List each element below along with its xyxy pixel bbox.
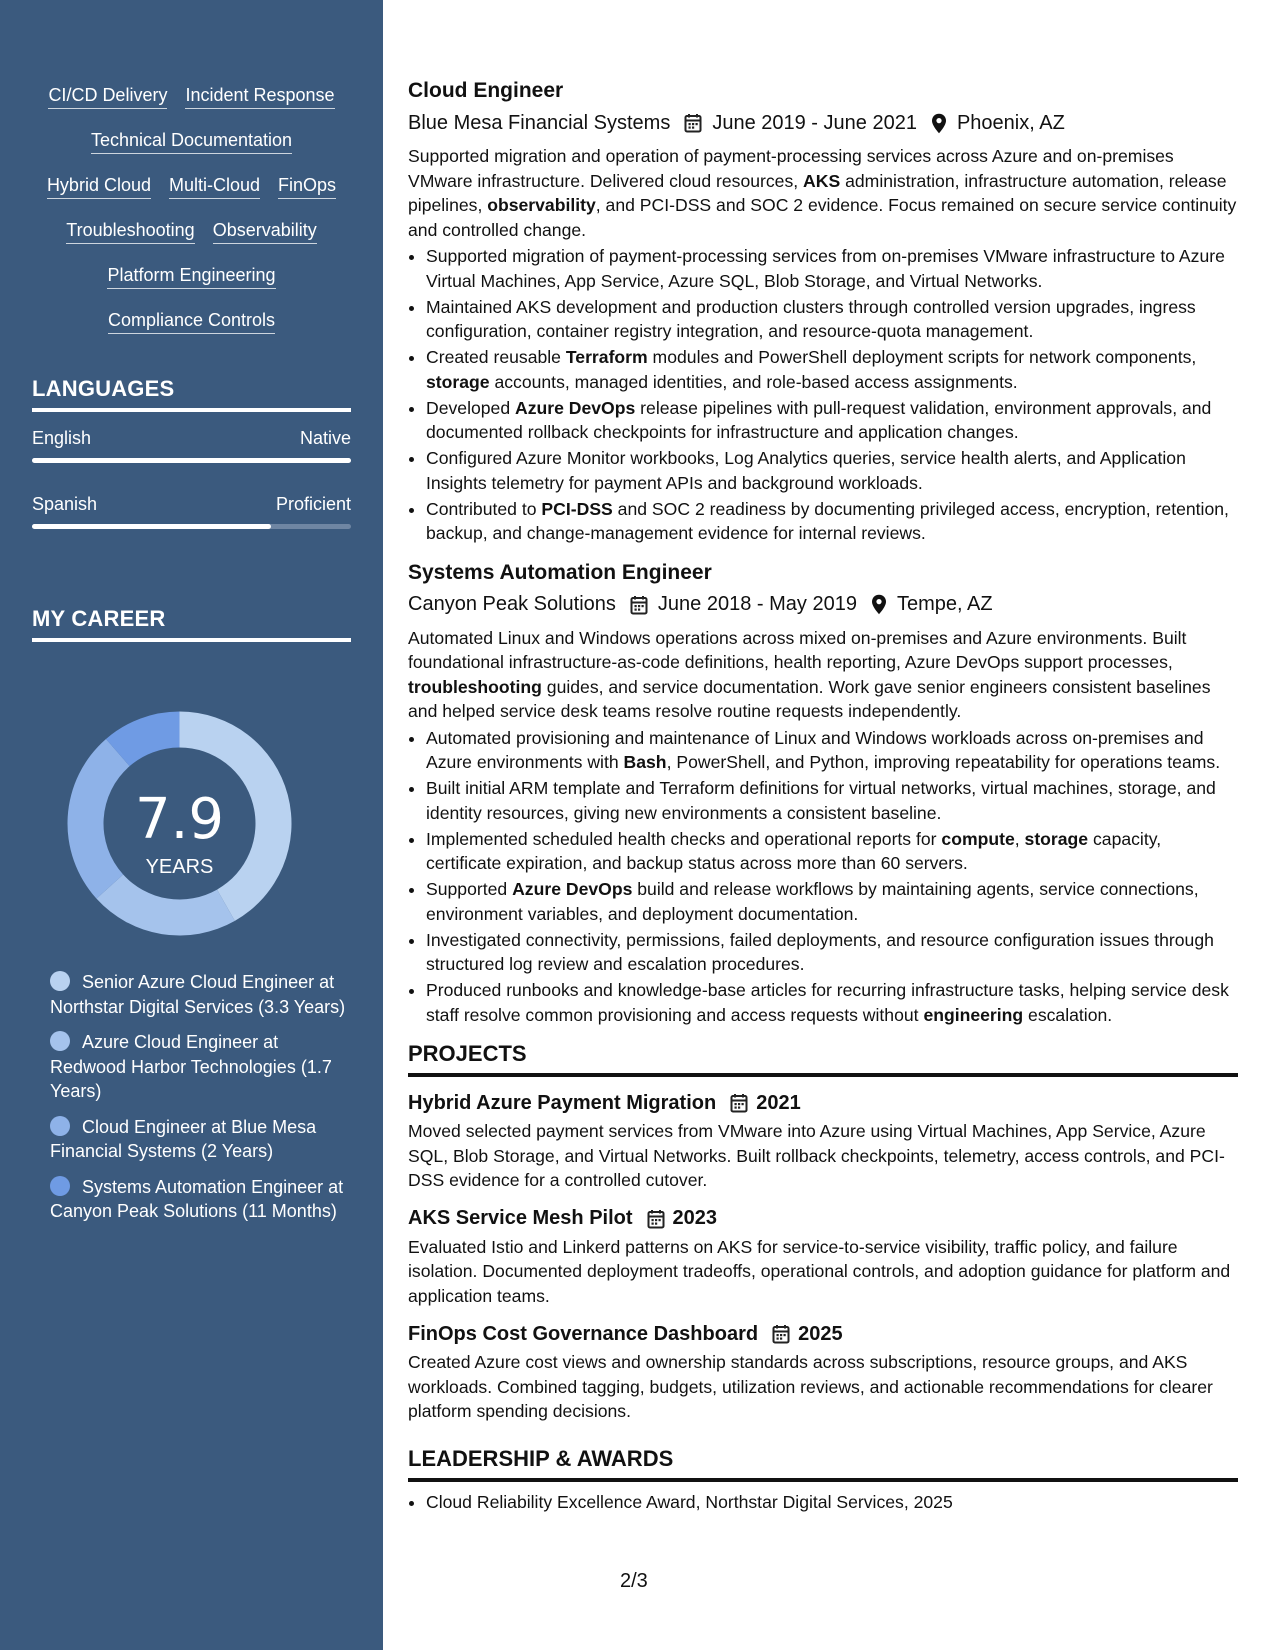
skill-row <box>32 264 351 309</box>
language-name: English <box>32 428 92 448</box>
project-year: 2021 <box>756 1091 801 1114</box>
leadership-item: • Cloud Reliability Excellence Award, Northstar Digital Services, 2025 <box>426 1490 1238 1515</box>
job-bullet: • Produced runbooks and knowledge-base articles for recurring infrastructure tasks, helping service desk staff resolve common provisioning and access requests without engineering escalation. <box>426 978 1238 1027</box>
job-bullet: • Created reusable Terraform modules and PowerShell deployment scripts for network components, storage accounts, managed identities, and role-based access assignments. <box>426 345 1238 394</box>
project-entry <box>408 1320 1238 1424</box>
job-bullets <box>408 726 1238 1028</box>
projects-list <box>408 1089 1238 1424</box>
page-number: 2/3 <box>620 1570 648 1592</box>
job-entry <box>408 558 1238 1028</box>
career-list-item <box>50 1175 350 1224</box>
language-proficiency-bar <box>32 458 351 463</box>
career-item-label: Azure Cloud Engineer at Redwood Harbor Technologies (1.7 Years) <box>50 1032 332 1101</box>
language-proficiency-fill <box>32 458 351 463</box>
career-list-item <box>50 970 350 1019</box>
map-pin-icon <box>871 594 887 615</box>
job-dates: June 2018 - May 2019 <box>657 593 857 615</box>
job-bullet: • Contributed to PCI-DSS and SOC 2 readiness by documenting privileged access, encryption, retention, backup, and change-management evidence for internal reviews. <box>426 497 1238 546</box>
job-bullet: • Configured Azure Monitor workbooks, Log Analytics queries, service health alerts, and Application Insights telemetry for payment APIs and background workloads. <box>426 446 1238 495</box>
legend-dot <box>50 1031 70 1051</box>
project-title-row <box>408 1089 1238 1117</box>
job-dates: June 2019 - June 2021 <box>712 111 917 134</box>
career-item-label: Systems Automation Engineer at Canyon Peak Solutions (11 Months) <box>50 1176 344 1221</box>
career-list-item <box>50 1030 350 1104</box>
job-bullet: • Supported migration of payment-processing services from on-premises VMware infrastructure to Azure Virtual Machines, App Service, Azure SQL, Blob Storage, and Virtual Networks. <box>426 244 1238 293</box>
career-donut-slice <box>96 875 234 936</box>
skill-tag: FinOps <box>278 174 336 199</box>
experience-list <box>408 76 1238 1027</box>
skills-list <box>32 84 351 354</box>
leadership-heading: LEADERSHIP & AWARDS <box>408 1446 1238 1482</box>
project-entry <box>408 1205 1238 1309</box>
job-summary: Supported migration and operation of payment-processing services across Azure and on-premises VMware infrastructure. Delivered cloud resources, AKS administration, infrastructure automation, release pipelines, observability, and PCI-DSS and SOC 2 evidence. Focus remained on secure service continuity and controlled change. <box>408 146 1237 240</box>
job-location: Tempe, AZ <box>896 593 993 615</box>
language-proficiency-bar <box>32 524 351 529</box>
job-bullet: • Automated provisioning and maintenance of Linux and Windows workloads across on-premises and Azure environments with Bash, PowerShell, and Python, improving repeatability for operations teams. <box>426 726 1238 775</box>
career-total-unit: YEARS <box>145 856 214 878</box>
calendar-icon <box>647 1209 665 1229</box>
legend-dot <box>50 971 70 991</box>
career-donut-slice <box>67 739 129 899</box>
skill-tag: Compliance Controls <box>108 309 275 334</box>
map-pin-icon <box>931 113 947 134</box>
skill-tag: Technical Documentation <box>91 129 292 154</box>
sidebar <box>0 0 383 1650</box>
language-line <box>32 494 351 515</box>
legend-dot <box>50 1116 70 1136</box>
projects-heading: PROJECTS <box>408 1041 1238 1077</box>
calendar-icon <box>730 1093 748 1113</box>
job-bullet: • Investigated connectivity, permissions, failed deployments, and resource configuration issues through structured log review and escalation procedures. <box>426 928 1238 977</box>
language-name: Spanish <box>32 494 98 514</box>
skill-tag: Hybrid Cloud <box>47 174 151 199</box>
job-bullets <box>408 244 1238 546</box>
project-title: Hybrid Azure Payment Migration <box>408 1091 717 1114</box>
job-meta <box>408 588 1238 622</box>
project-title-row <box>408 1205 1238 1233</box>
job-bullet: • Maintained AKS development and production clusters through controlled version upgrades, ingress configuration, container registry integration, and resource-quota management. <box>426 295 1238 344</box>
project-title: FinOps Cost Governance Dashboard <box>408 1322 759 1345</box>
job-meta <box>408 106 1238 140</box>
job-entry <box>408 76 1238 546</box>
leadership-list <box>408 1490 1238 1515</box>
project-title-row <box>408 1320 1238 1348</box>
calendar-icon <box>630 595 648 615</box>
job-summary: Automated Linux and Windows operations across mixed on-premises and Azure environments. Built foundational infrastructure-as-code definitions, health reporting, Azure DevOps support processes, troubleshooting guides, and service documentation. Work gave senior engineers consistent baselines and helped service desk teams resolve routine requests independently. <box>408 627 1211 721</box>
language-level: Native <box>299 428 351 448</box>
career-item-label: Cloud Engineer at Blue Mesa Financial Systems (2 Years) <box>50 1116 317 1161</box>
career-list <box>50 970 350 1235</box>
project-description: Evaluated Istio and Linkerd patterns on AKS for service-to-service visibility, traffic policy, and failure isolation. Documented deployment tradeoffs, operational controls, and adoption guidance for platform and application teams. <box>408 1236 1231 1306</box>
job-title: Cloud Engineer <box>408 79 564 102</box>
career-total-value: 7.9 <box>134 787 225 852</box>
languages-heading: LANGUAGES <box>32 376 351 412</box>
language-line <box>32 428 351 449</box>
calendar-icon <box>684 113 702 133</box>
skill-row <box>32 129 351 174</box>
job-location: Phoenix, AZ <box>956 111 1065 134</box>
skill-tag: Troubleshooting <box>66 219 194 244</box>
language-proficiency-fill <box>32 524 271 529</box>
skill-row <box>32 219 351 264</box>
skill-tag: Platform Engineering <box>107 264 275 289</box>
job-bullet: • Supported Azure DevOps build and release workflows by maintaining agents, service connections, environment variables, and deployment documentation. <box>426 877 1238 926</box>
language-level: Proficient <box>275 494 351 514</box>
job-bullet: • Implemented scheduled health checks and operational reports for compute, storage capacity, certificate expiration, and backup status across more than 60 servers. <box>426 827 1238 876</box>
skill-tag: Multi-Cloud <box>169 174 260 199</box>
calendar-icon <box>772 1324 790 1344</box>
job-company: Canyon Peak Solutions <box>408 593 616 615</box>
legend-dot <box>50 1176 70 1196</box>
main-content <box>408 76 1238 1516</box>
skill-tag: Observability <box>213 219 317 244</box>
skill-row <box>32 174 351 219</box>
job-company: Blue Mesa Financial Systems <box>408 111 671 134</box>
job-title: Systems Automation Engineer <box>408 560 712 584</box>
job-bullet: • Built initial ARM template and Terraform definitions for virtual networks, virtual machines, storage, and identity resources, giving new environments a consistent baseline. <box>426 776 1238 825</box>
project-year: 2023 <box>672 1207 718 1229</box>
skill-row <box>32 309 351 354</box>
job-bullet: • Developed Azure DevOps release pipelines with pull-request validation, environment approvals, and documented rollback checkpoints for infrastructure and application changes. <box>426 396 1238 445</box>
skill-row <box>32 84 351 129</box>
project-entry <box>408 1089 1238 1193</box>
career-item-label: Senior Azure Cloud Engineer at Northstar Digital Services (3.3 Years) <box>50 972 346 1017</box>
project-title: AKS Service Mesh Pilot <box>408 1207 633 1229</box>
language-item <box>32 428 351 463</box>
language-item <box>32 494 351 529</box>
project-description: Created Azure cost views and ownership standards across subscriptions, resource groups, and AKS workloads. Combined tagging, budgets, utilization reviews, and actionable recommendations for clearer platform spending decisions. <box>408 1352 1213 1421</box>
career-donut-chart <box>62 706 297 941</box>
career-heading: MY CAREER <box>32 606 351 642</box>
skill-tag: Incident Response <box>185 84 334 109</box>
skill-tag: CI/CD Delivery <box>48 84 167 109</box>
project-year: 2025 <box>798 1322 843 1345</box>
career-list-item <box>50 1115 350 1164</box>
project-description: Moved selected payment services from VMware into Azure using Virtual Machines, App Service, Azure SQL, Blob Storage, and Virtual Networks. Built rollback checkpoints, telemetry, access controls, and PCI-DSS evidence for a controlled cutover. <box>408 1121 1225 1190</box>
